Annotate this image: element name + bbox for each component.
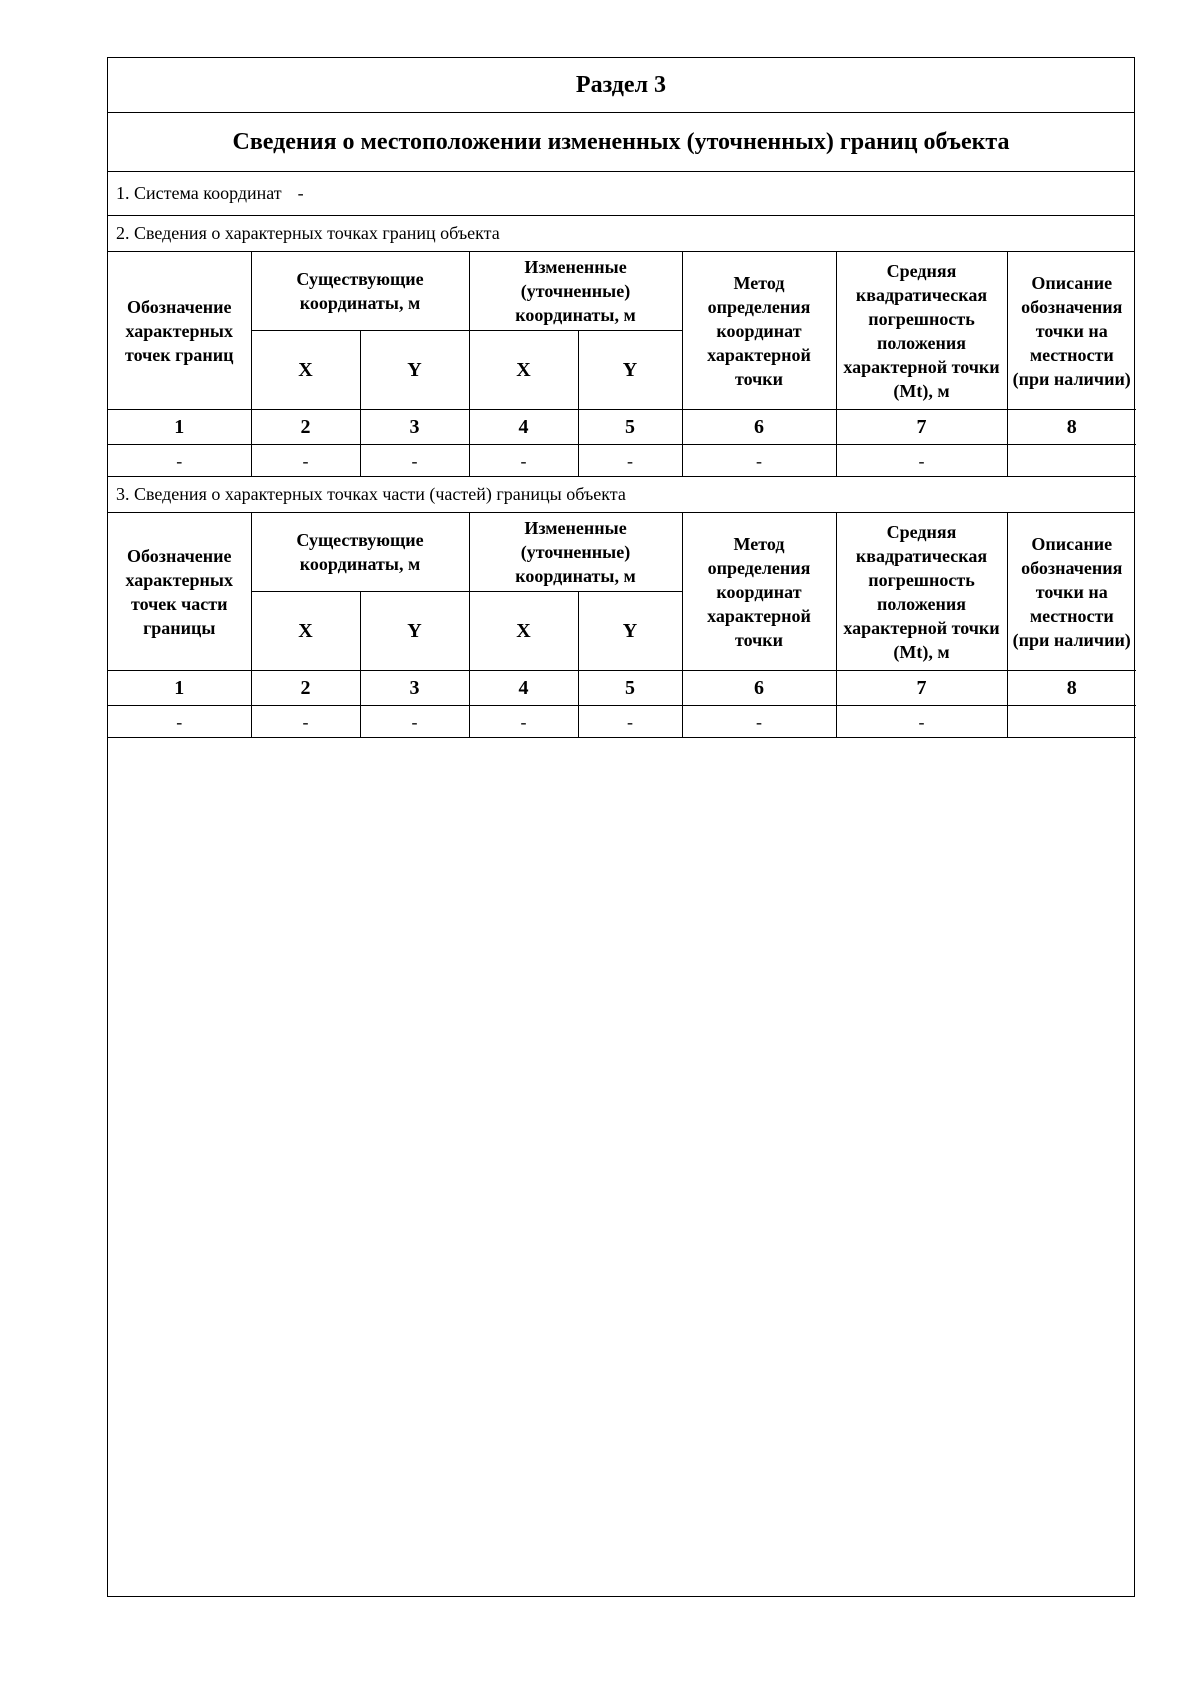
table-cell: - (682, 706, 836, 738)
table2-header-designation: Обозначение характерных точек части границы (108, 513, 251, 671)
column-number: 3 (360, 671, 469, 706)
table-cell: - (836, 706, 1007, 738)
column-number: 4 (469, 671, 578, 706)
table1-header-existing-coords: Существующие координаты, м (251, 252, 469, 331)
column-number: 2 (251, 671, 360, 706)
table1-header-y-existing: Y (360, 331, 469, 410)
table1-header-x-existing: X (251, 331, 360, 410)
table2-column-numbers (108, 671, 1136, 706)
table-cell: - (360, 706, 469, 738)
table-cell: - (469, 445, 578, 477)
table2-header-y-changed: Y (578, 592, 682, 671)
table-cell: - (108, 445, 251, 477)
table-cell: - (251, 706, 360, 738)
table-row (108, 706, 1136, 738)
section-title: Раздел 3 (108, 58, 1134, 113)
table2-header-x-changed: X (469, 592, 578, 671)
table1-header-x-changed: X (469, 331, 578, 410)
column-number: 5 (578, 410, 682, 445)
document-sheet (107, 57, 1135, 1597)
section-subtitle: Сведения о местоположении измененных (уточненных) границ объекта (108, 113, 1134, 172)
column-number: 7 (836, 671, 1007, 706)
table2-header-existing-coords: Существующие координаты, м (251, 513, 469, 592)
column-number: 2 (251, 410, 360, 445)
table-cell: - (108, 706, 251, 738)
column-number: 7 (836, 410, 1007, 445)
table1-header-changed-coords: Измененные (уточненные) координаты, м (469, 252, 682, 331)
table-cell (1007, 706, 1136, 738)
table2-header-y-existing: Y (360, 592, 469, 671)
table2-header-mean-error: Средняя квадратическая погрешность положения характерной точки (Mt), м (836, 513, 1007, 671)
table2-header-changed-coords: Измененные (уточненные) координаты, м (469, 513, 682, 592)
coordinate-system-label: 1. Система координат (116, 183, 282, 203)
table1-header-method: Метод определения координат характерной точки (682, 252, 836, 410)
table2-header-method: Метод определения координат характерной точки (682, 513, 836, 671)
table-cell: - (251, 445, 360, 477)
table-cell: - (469, 706, 578, 738)
table1-header-y-changed: Y (578, 331, 682, 410)
table-cell: - (836, 445, 1007, 477)
table1-header-description: Описание обозначения точки на местности (при наличии) (1007, 252, 1136, 410)
column-number: 8 (1007, 410, 1136, 445)
column-number: 5 (578, 671, 682, 706)
coordinate-system-row (108, 172, 1134, 216)
column-number: 4 (469, 410, 578, 445)
column-number: 6 (682, 410, 836, 445)
table2-part-boundary-points (108, 513, 1136, 738)
column-number: 1 (108, 410, 251, 445)
table2-header-x-existing: X (251, 592, 360, 671)
table1-caption: 2. Сведения о характерных точках границ объекта (108, 216, 1134, 252)
table-cell: - (578, 706, 682, 738)
table-cell: - (682, 445, 836, 477)
column-number: 8 (1007, 671, 1136, 706)
table1-header-mean-error: Средняя квадратическая погрешность положения характерной точки (Mt), м (836, 252, 1007, 410)
table2-header-description: Описание обозначения точки на местности (при наличии) (1007, 513, 1136, 671)
table1-header-designation: Обозначение характерных точек границ (108, 252, 251, 410)
column-number: 3 (360, 410, 469, 445)
table2-caption: 3. Сведения о характерных точках части (частей) границы объекта (108, 477, 1134, 513)
table-cell: - (578, 445, 682, 477)
coordinate-system-value: - (297, 183, 304, 203)
column-number: 1 (108, 671, 251, 706)
column-number: 6 (682, 671, 836, 706)
table1-column-numbers (108, 410, 1136, 445)
table-cell: - (360, 445, 469, 477)
table-cell (1007, 445, 1136, 477)
table1-characteristic-points (108, 252, 1136, 477)
table-row (108, 445, 1136, 477)
